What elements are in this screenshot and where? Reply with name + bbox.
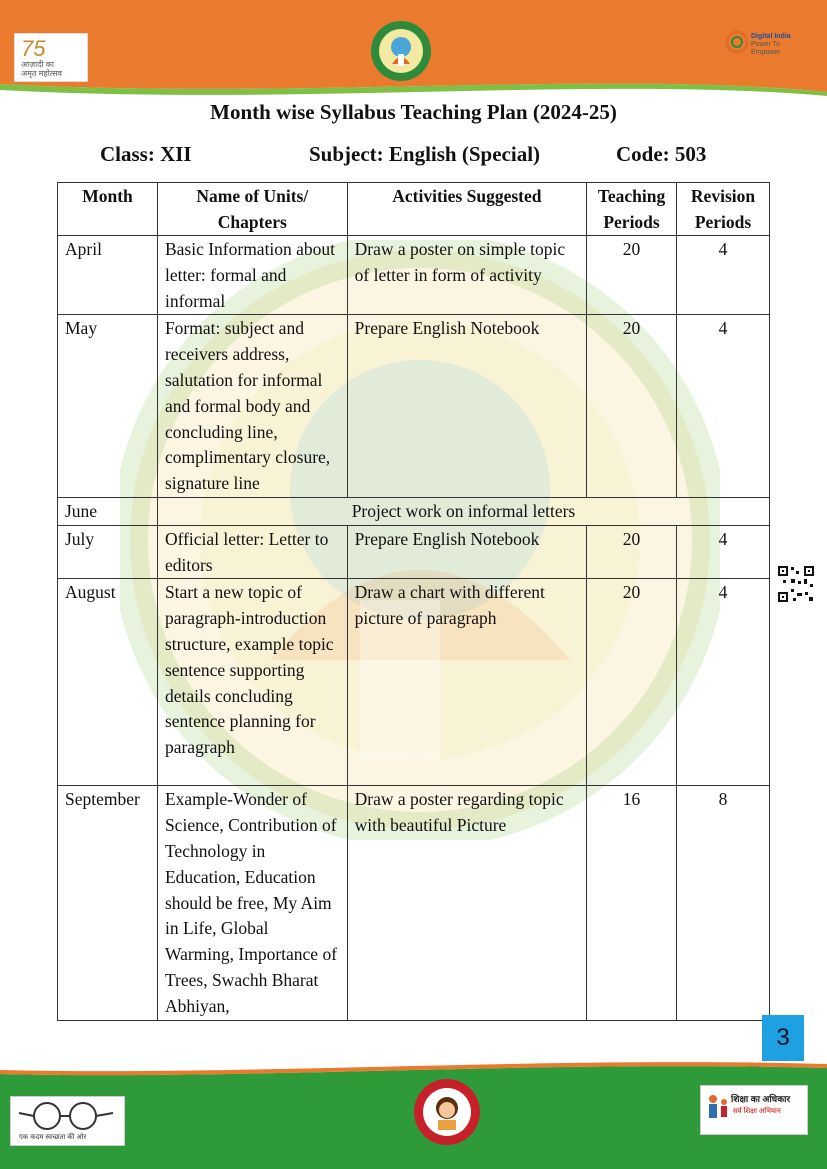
cell-month: April bbox=[58, 236, 158, 315]
cell-unit: Basic Information about letter: formal and informal bbox=[157, 236, 347, 315]
gandhi-glasses-icon bbox=[17, 1099, 117, 1133]
page-number-badge: 3 bbox=[762, 1015, 804, 1061]
cell-revision: 4 bbox=[677, 236, 770, 315]
header-activities: Activities Suggested bbox=[347, 183, 586, 236]
cell-teaching: 20 bbox=[587, 525, 677, 579]
cell-activity: Prepare English Notebook bbox=[347, 525, 586, 579]
swachh-bharat-logo bbox=[10, 1096, 125, 1146]
logo-text-line1: आज़ादी का bbox=[21, 60, 54, 69]
cell-teaching: 16 bbox=[587, 786, 677, 1021]
cell-activity: Prepare English Notebook bbox=[347, 315, 586, 498]
cell-merged-activity: Project work on informal letters bbox=[157, 497, 769, 525]
cell-unit: Official letter: Letter to editors bbox=[157, 525, 347, 579]
cell-teaching: 20 bbox=[587, 579, 677, 786]
sarva-shiksha-abhiyan-logo bbox=[700, 1085, 808, 1135]
table-row bbox=[58, 315, 770, 498]
cell-teaching: 20 bbox=[587, 315, 677, 498]
page-title: Month wise Syllabus Teaching Plan (2024-25) bbox=[210, 100, 617, 124]
qr-code-icon[interactable] bbox=[777, 565, 815, 603]
table-row bbox=[58, 525, 770, 579]
cell-revision: 4 bbox=[677, 315, 770, 498]
cell-revision: 4 bbox=[677, 525, 770, 579]
digital-india-title: Digital India bbox=[751, 33, 791, 40]
cell-unit: Format: subject and receivers address, salutation for informal and formal body and concluding line, complimentary closure, signature line bbox=[157, 315, 347, 498]
logo-text-line2: अमृत महोत्सव bbox=[21, 69, 62, 78]
header-teaching-periods: Teaching Periods bbox=[587, 183, 677, 236]
cell-activity: Draw a poster regarding topic with beautiful Picture bbox=[347, 786, 586, 1021]
azadi-ka-amrit-mahotsav-logo bbox=[14, 33, 88, 82]
table-row bbox=[58, 497, 770, 525]
swachh-bharat-caption: एक कदम स्वच्छता की ओर bbox=[19, 1134, 87, 1141]
logo-number: 75 bbox=[21, 36, 46, 61]
children-reading-icon bbox=[705, 1093, 729, 1129]
table-row bbox=[58, 579, 770, 786]
ssa-tagline: सर्व शिक्षा अभियान bbox=[733, 1108, 781, 1115]
cell-month: September bbox=[58, 786, 158, 1021]
cell-activity: Draw a chart with different picture of paragraph bbox=[347, 579, 586, 786]
class-label: Class: XII bbox=[100, 142, 192, 166]
header-units: Name of Units/ Chapters bbox=[157, 183, 347, 236]
cell-month: May bbox=[58, 315, 158, 498]
beti-bachao-beti-padhao-icon bbox=[413, 1078, 481, 1146]
cell-teaching: 20 bbox=[587, 236, 677, 315]
digital-india-tagline: Power To Empower bbox=[751, 41, 781, 56]
cell-activity: Draw a poster on simple topic of letter in form of activity bbox=[347, 236, 586, 315]
digital-india-logo bbox=[725, 30, 793, 56]
table-row bbox=[58, 786, 770, 1021]
header-month: Month bbox=[58, 183, 158, 236]
rte-title: शिक्षा का अधिकार bbox=[731, 1094, 791, 1104]
cell-month: August bbox=[58, 579, 158, 786]
code-label: Code: 503 bbox=[616, 142, 707, 166]
table-header-row bbox=[58, 183, 770, 236]
cell-unit: Example-Wonder of Science, Contribution of Technology in Education, Education should be free, My Aim in Life, Global Warming, Importance of Trees, Swachh Bharat Abhiyan, bbox=[157, 786, 347, 1021]
cell-month: July bbox=[58, 525, 158, 579]
digital-india-icon bbox=[725, 30, 749, 54]
cell-unit: Start a new topic of paragraph-introduction structure, example topic sentence supporting details concluding sentence planning for paragraph bbox=[157, 579, 347, 786]
board-seal-icon bbox=[370, 20, 432, 82]
table-row bbox=[58, 236, 770, 315]
cell-revision: 4 bbox=[677, 579, 770, 786]
syllabus-table bbox=[57, 182, 770, 1021]
cell-month: June bbox=[58, 497, 158, 525]
cell-revision: 8 bbox=[677, 786, 770, 1021]
subject-label: Subject: English (Special) bbox=[309, 142, 541, 166]
header-revision-periods: Revision Periods bbox=[677, 183, 770, 236]
